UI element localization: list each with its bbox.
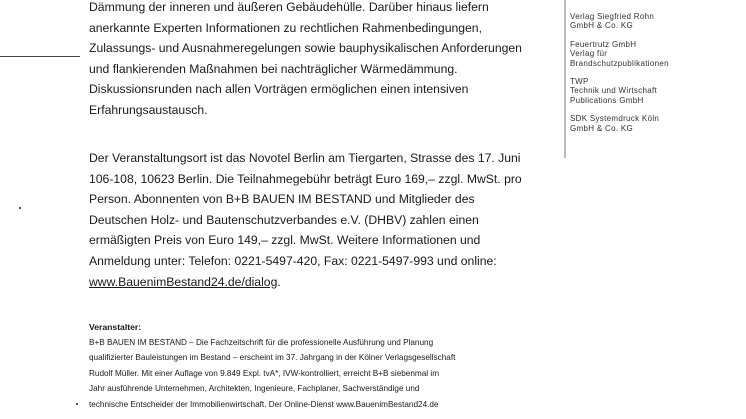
- bullet-mark: [19, 207, 21, 209]
- text-line: Diskussionsrunden nach allen Vorträgen ermöglichen einen intensiven: [89, 82, 469, 97]
- text-line: Erfahrungsaustausch.: [89, 102, 208, 117]
- text-line: Zulassungs- und Ausnahmeregelungen sowie bauphysikalischen Anforderungen: [89, 41, 522, 56]
- text-line: Der Veranstaltungsort ist das Novotel Berlin am Tiergarten, Strasse des 17. Juni: [89, 151, 521, 165]
- text-line: Person. Abonnenten von B+B BAUEN IM BESTAND und Mitglieder des: [89, 192, 475, 207]
- bullet-mark: [76, 403, 78, 405]
- text-line: Jahr ausführende Unternehmen, Architekten, Ingenieure, Fachplaner, Sachverständige und: [89, 384, 420, 394]
- publisher-entry: [570, 77, 740, 105]
- publisher-entry: [570, 114, 740, 133]
- paragraph-venue-info: [89, 148, 529, 292]
- sidebar-divider: [564, 0, 566, 158]
- publisher-line: Verlag für: [570, 49, 608, 59]
- text-line: B+B BAUEN IM BESTAND – Die Fachzeitschrift für die professionelle Ausführung und Planung: [89, 338, 434, 347]
- registration-link[interactable]: www.BauenimBestand24.de/dialog: [89, 274, 278, 289]
- publisher-line: SDK Systemdruck Köln: [570, 114, 660, 124]
- text-line: ermäßigten Preis von Euro 149,– zzgl. MwSt. Weitere Informationen und: [89, 233, 481, 248]
- paragraph-seminar-content: [89, 0, 529, 121]
- text-line: 106-108, 10623 Berlin. Die Teilnahmegebühr beträgt Euro 169,– zzgl. MwSt. pro: [89, 171, 522, 186]
- text-line: Dämmung der inneren und äußeren Gebäudehülle. Darüber hinaus liefern: [89, 0, 489, 14]
- text-line: qualifizierter Bauleistungen im Bestand – erscheint im 37. Jahrgang in der Kölner Verlagsgesellschaft: [89, 353, 456, 363]
- text-line: Anmeldung unter: Telefon: 0221-5497-420, Fax: 0221-5497-993 und online:: [89, 253, 497, 268]
- text-line: technische Entscheider der Immobilienwirtschaft. Der Online-Dienst www.BauenimBestand24.de: [89, 399, 439, 409]
- publisher-entry: [570, 12, 740, 31]
- text-line: Deutschen Holz- und Bautenschutzverbandes e.V. (DHBV) zahlen einen: [89, 212, 479, 227]
- text-line: und flankierenden Maßnahmen bei nachträglicher Wärmedämmung.: [89, 61, 458, 76]
- link-suffix: .: [277, 274, 281, 289]
- publisher-line: Technik und Wirtschaft: [570, 86, 658, 96]
- publisher-line: Verlag Siegfried Rohn: [570, 12, 655, 21]
- publisher-line: Publications GmbH: [570, 95, 644, 105]
- text-line: anerkannte Experten Informationen zu rechtlichen Rahmenbedingungen,: [89, 20, 482, 35]
- publisher-line: Brandschutzpublikationen: [570, 58, 669, 68]
- publisher-sidebar: [570, 0, 740, 142]
- margin-rule: [0, 56, 80, 57]
- organizer-text: [89, 335, 549, 412]
- publisher-entry: [570, 40, 740, 68]
- organizer-heading: Veranstalter:: [89, 322, 142, 332]
- publisher-line: TWP: [570, 77, 589, 87]
- text-line: Rudolf Müller. Mit einer Auflage von 9.849 Expl. tvA*, IVW-kontrolliert, erreicht B+B siebenmal im: [89, 368, 440, 378]
- publisher-line: Feuertrutz GmbH: [570, 39, 637, 49]
- publisher-line: GmbH & Co. KG: [570, 21, 634, 31]
- publisher-line: GmbH & Co. KG: [570, 123, 634, 133]
- organizer-section: [89, 321, 549, 412]
